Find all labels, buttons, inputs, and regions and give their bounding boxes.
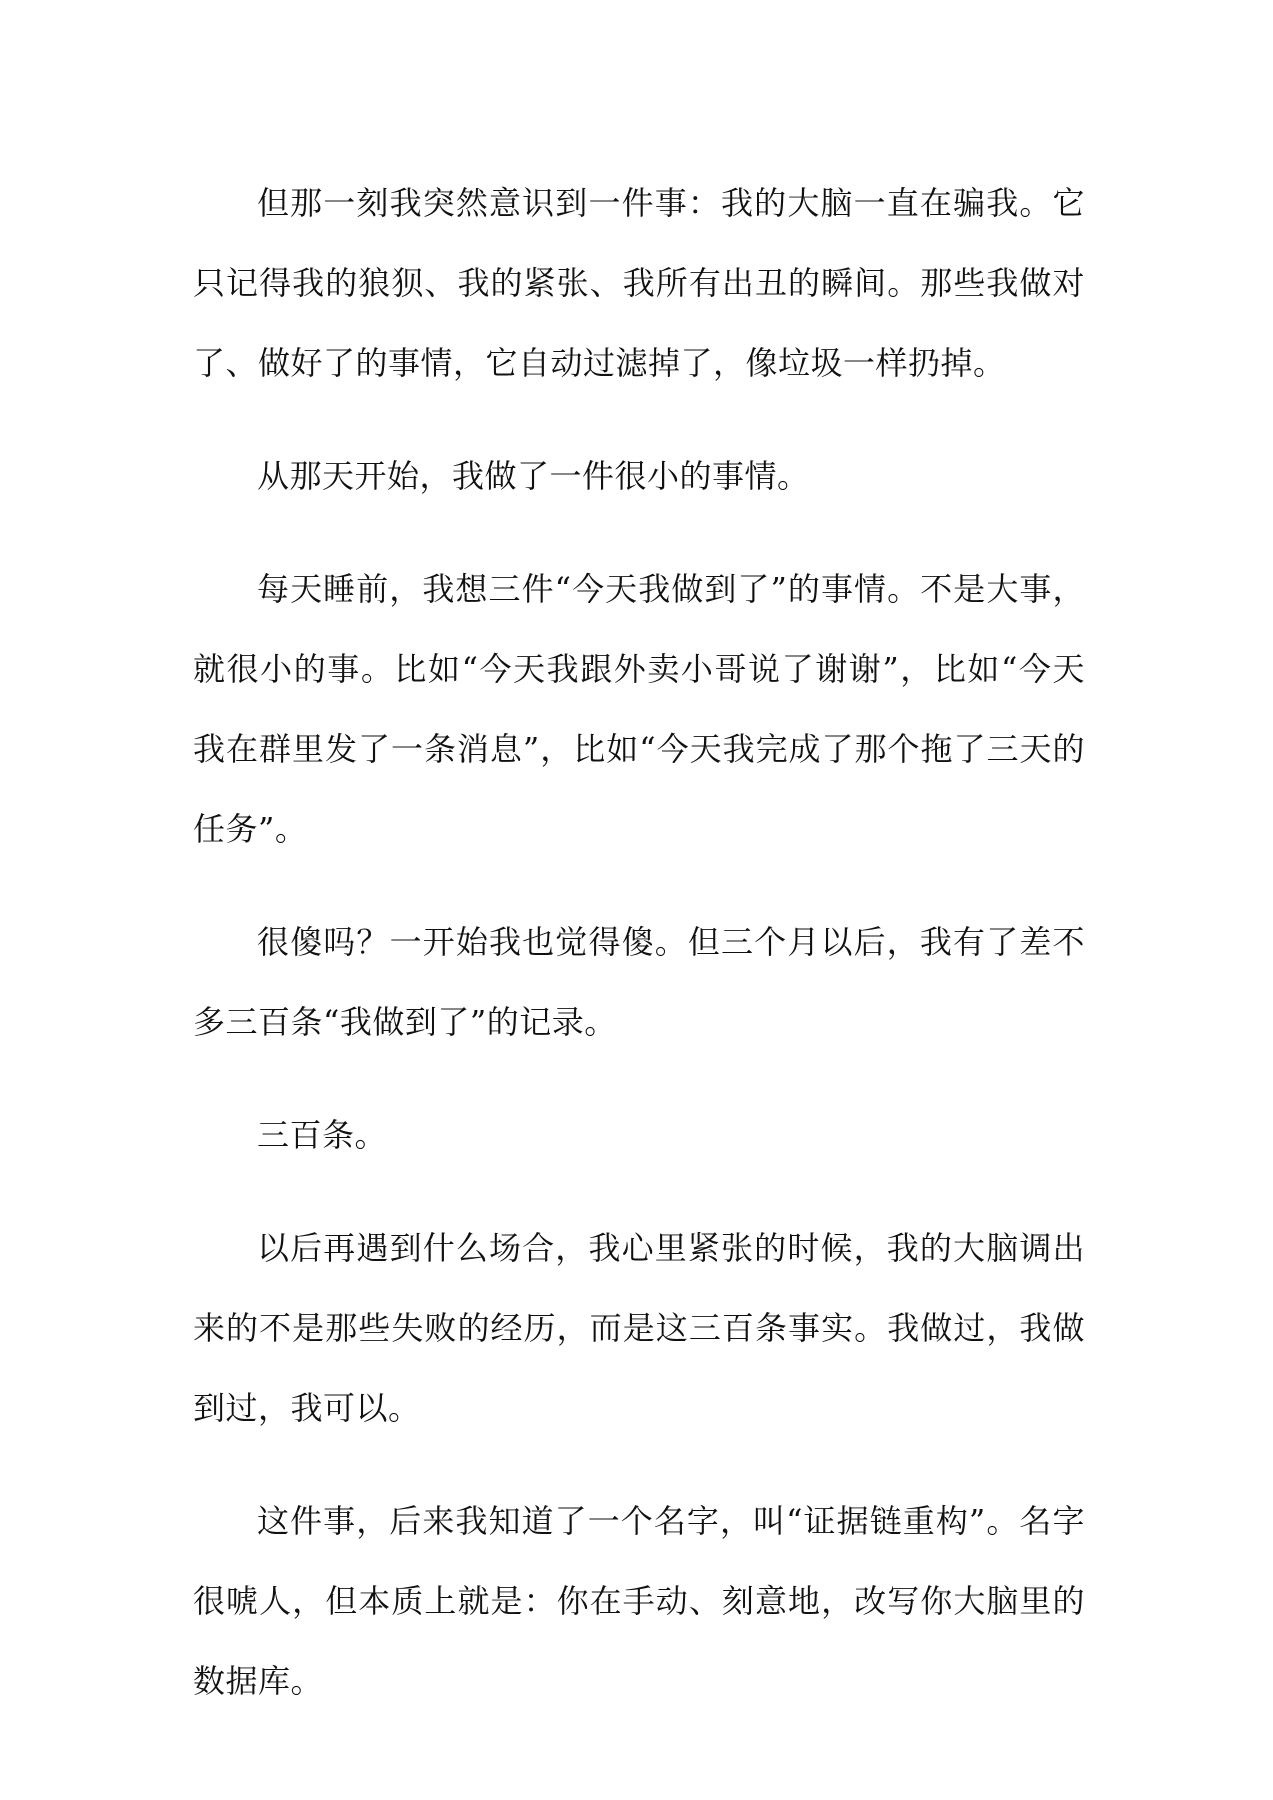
paragraph: 这件事，后来我知道了一个名字，叫“证据链重构”。名字很唬人，但本质上就是：你在手动、刻意地，改写你大脑里的数据库。 [193, 1502, 1085, 1700]
paragraph: 从那天开始，我做了一件很小的事情。 [257, 457, 810, 495]
document-body [193, 163, 1085, 1721]
paragraph: 三百条。 [257, 1116, 388, 1154]
paragraph: 以后再遇到什么场合，我心里紧张的时候，我的大脑调出来的不是那些失败的经历，而是这三百条事实。我做过，我做到过，我可以。 [193, 1229, 1085, 1427]
paragraph: 每天睡前，我想三件“今天我做到了”的事情。不是大事，就很小的事。比如“今天我跟外卖小哥说了谢谢”，比如“今天我在群里发了一条消息”，比如“今天我完成了那个拖了三天的任务”。 [193, 570, 1085, 848]
paragraph: 但那一刻我突然意识到一件事：我的大脑一直在骗我。它只记得我的狼狈、我的紧张、我所有出丑的瞬间。那些我做对了、做好了的事情，它自动过滤掉了，像垃圾一样扔掉。 [193, 184, 1085, 382]
paragraph: 很傻吗？一开始我也觉得傻。但三个月以后，我有了差不多三百条“我做到了”的记录。 [193, 923, 1085, 1041]
